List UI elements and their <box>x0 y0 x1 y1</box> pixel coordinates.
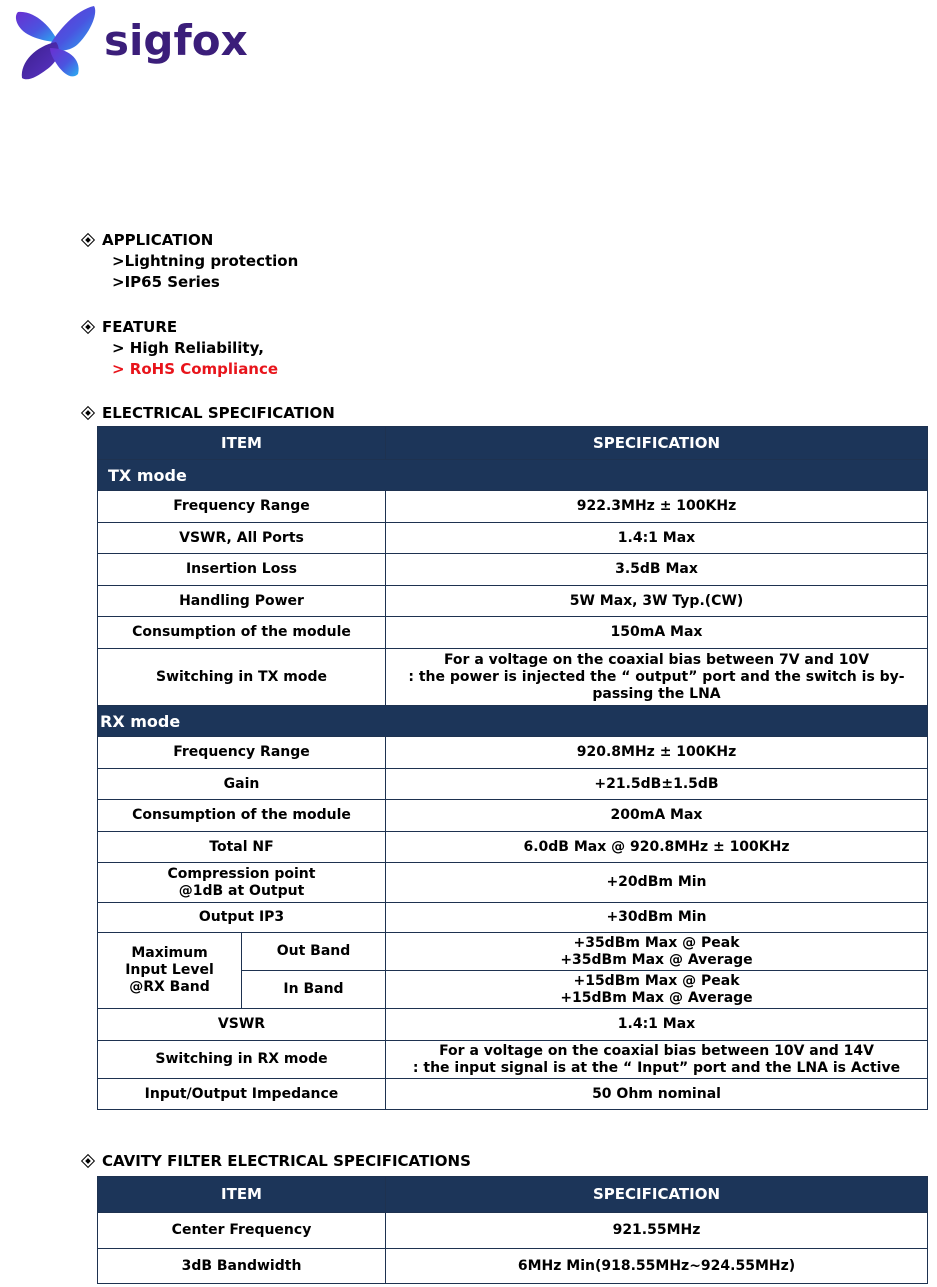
table-row <box>98 832 928 863</box>
row-spec: 1.4:1 Max <box>386 523 928 554</box>
cavity-spec-table <box>97 1176 928 1284</box>
row-spec: 920.8MHz ± 100KHz <box>386 737 928 769</box>
table-row <box>98 554 928 586</box>
table-header-row <box>98 427 928 460</box>
row-spec: For a voltage on the coaxial bias between 10V and 14V : the input signal is at the “ Input” port and the LNA is Active <box>386 1041 928 1079</box>
table-row <box>98 523 928 554</box>
table-header-row <box>98 1177 928 1213</box>
table-row <box>98 769 928 800</box>
header-spec: SPECIFICATION <box>386 1177 928 1213</box>
row-item: Handling Power <box>98 586 386 617</box>
diamond-bullet-icon <box>82 234 94 246</box>
diamond-bullet-icon <box>82 407 94 419</box>
header-item: ITEM <box>98 1177 386 1213</box>
table-row <box>98 1009 928 1041</box>
row-item: 3dB Bandwidth <box>98 1249 386 1284</box>
row-item: Center Frequency <box>98 1213 386 1249</box>
row-item: Frequency Range <box>98 491 386 523</box>
row-spec: 6MHz Min(918.55MHz~924.55MHz) <box>386 1249 928 1284</box>
table-row <box>98 491 928 523</box>
row-spec: 3.5dB Max <box>386 554 928 586</box>
feature-heading <box>78 316 278 338</box>
row-spec: +21.5dB±1.5dB <box>386 769 928 800</box>
cavity-title: CAVITY FILTER ELECTRICAL SPECIFICATIONS <box>102 1152 471 1170</box>
sigfox-butterfly-icon <box>0 0 250 90</box>
electrical-title: ELECTRICAL SPECIFICATION <box>102 404 335 422</box>
header-spec: SPECIFICATION <box>386 427 928 460</box>
table-row <box>98 1249 928 1284</box>
feature-title: FEATURE <box>102 318 178 336</box>
cavity-section <box>78 1150 471 1172</box>
row-item: Insertion Loss <box>98 554 386 586</box>
out-band-spec: +35dBm Max @ Peak +35dBm Max @ Average <box>386 933 928 971</box>
row-spec: 921.55MHz <box>386 1213 928 1249</box>
electrical-heading <box>78 402 335 424</box>
electrical-spec-table <box>97 426 928 1110</box>
cavity-heading <box>78 1150 471 1172</box>
feature-item: > High Reliability, <box>112 339 264 357</box>
row-item: Switching in RX mode <box>98 1041 386 1079</box>
row-spec: +20dBm Min <box>386 863 928 903</box>
row-item: Consumption of the module <box>98 800 386 832</box>
table-row <box>98 617 928 649</box>
application-item: >Lightning protection <box>112 252 299 270</box>
logo-text: sigfox <box>104 16 248 65</box>
application-section <box>78 229 298 293</box>
rx-mode-label: RX mode <box>98 706 928 737</box>
application-item: >IP65 Series <box>112 273 220 291</box>
table-row <box>98 1041 928 1079</box>
row-spec: 5W Max, 3W Typ.(CW) <box>386 586 928 617</box>
row-spec: For a voltage on the coaxial bias between 7V and 10V : the power is injected the “ output” port and the switch is by- passing the LNA <box>386 649 928 706</box>
in-band-label: In Band <box>242 971 386 1009</box>
row-spec: +30dBm Min <box>386 903 928 933</box>
row-item: Compression point @1dB at Output <box>98 863 386 903</box>
row-spec: 922.3MHz ± 100KHz <box>386 491 928 523</box>
row-spec: 1.4:1 Max <box>386 1009 928 1041</box>
table-row <box>98 586 928 617</box>
table-row-max-input-out <box>98 933 928 971</box>
table-row <box>98 863 928 903</box>
row-item: VSWR, All Ports <box>98 523 386 554</box>
row-item: Output IP3 <box>98 903 386 933</box>
diamond-bullet-icon <box>82 1155 94 1167</box>
row-item: Input/Output Impedance <box>98 1079 386 1110</box>
table-row <box>98 649 928 706</box>
row-item: Frequency Range <box>98 737 386 769</box>
in-band-spec: +15dBm Max @ Peak +15dBm Max @ Average <box>386 971 928 1009</box>
diamond-bullet-icon <box>82 321 94 333</box>
row-item: Consumption of the module <box>98 617 386 649</box>
row-item: Gain <box>98 769 386 800</box>
row-item: VSWR <box>98 1009 386 1041</box>
row-spec: 150mA Max <box>386 617 928 649</box>
table-row <box>98 737 928 769</box>
sigfox-logo <box>0 0 250 94</box>
feature-section <box>78 316 278 380</box>
application-title: APPLICATION <box>102 231 214 249</box>
row-spec: 50 Ohm nominal <box>386 1079 928 1110</box>
tx-mode-label: TX mode <box>98 460 928 491</box>
table-row <box>98 1213 928 1249</box>
rx-mode-row <box>98 706 928 737</box>
feature-item-rohs: > RoHS Compliance <box>112 360 279 378</box>
table-row <box>98 800 928 832</box>
table-row <box>98 903 928 933</box>
row-spec: 200mA Max <box>386 800 928 832</box>
row-item: Switching in TX mode <box>98 649 386 706</box>
row-spec: 6.0dB Max @ 920.8MHz ± 100KHz <box>386 832 928 863</box>
table-row <box>98 1079 928 1110</box>
header-item: ITEM <box>98 427 386 460</box>
max-input-label: Maximum Input Level @RX Band <box>98 933 242 1009</box>
out-band-label: Out Band <box>242 933 386 971</box>
row-item: Total NF <box>98 832 386 863</box>
electrical-section <box>78 402 335 424</box>
tx-mode-row <box>98 460 928 491</box>
application-heading <box>78 229 298 251</box>
